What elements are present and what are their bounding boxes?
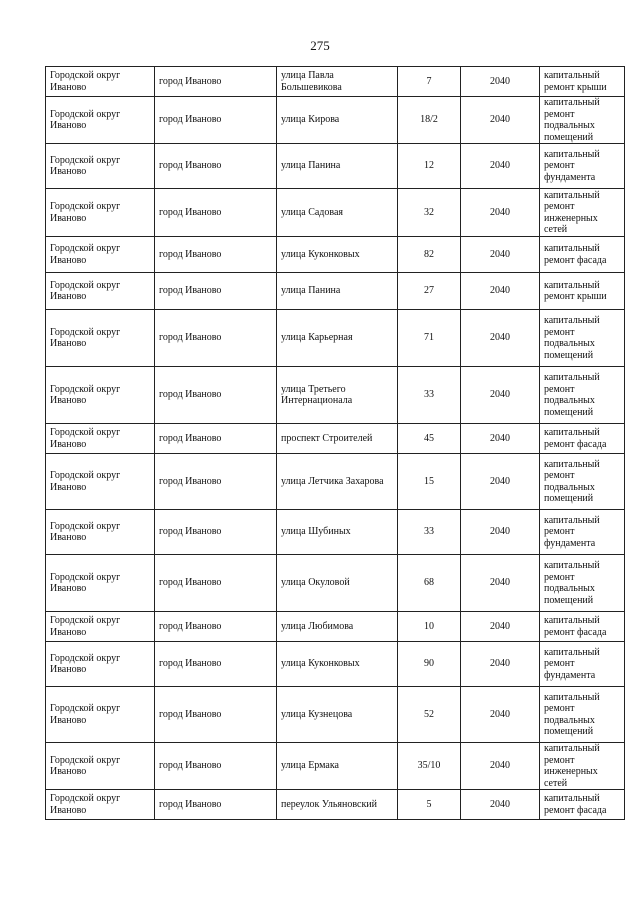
street-cell: улица Панина [277,144,398,189]
table-row [46,367,625,424]
house-number-cell: 18/2 [398,97,461,144]
street-cell: улица Куконковых [277,642,398,687]
municipality-cell: Городской округ Иваново [46,612,155,642]
street-cell: улица Павла Большевикова [277,67,398,97]
year-cell: 2040 [461,790,540,820]
year-cell: 2040 [461,510,540,555]
work-type-cell: капитальный ремонт фундамента [540,642,625,687]
house-number-cell: 10 [398,612,461,642]
street-cell: улица Окуловой [277,555,398,612]
municipality-cell: Городской округ Иваново [46,310,155,367]
municipality-cell: Городской округ Иваново [46,367,155,424]
municipality-cell: Городской округ Иваново [46,189,155,237]
work-type-cell: капитальный ремонт подвальных помещений [540,97,625,144]
house-number-cell: 82 [398,237,461,273]
house-number-cell: 7 [398,67,461,97]
year-cell: 2040 [461,454,540,510]
work-type-cell: капитальный ремонт фасада [540,790,625,820]
municipality-cell: Городской округ Иваново [46,67,155,97]
work-type-cell: капитальный ремонт подвальных помещений [540,310,625,367]
house-number-cell: 45 [398,424,461,454]
year-cell: 2040 [461,310,540,367]
work-type-cell: капитальный ремонт инженерных сетей [540,743,625,790]
house-number-cell: 90 [398,642,461,687]
table-body [46,67,625,820]
settlement-cell: город Иваново [155,454,277,510]
street-cell: переулок Ульяновский [277,790,398,820]
house-number-cell: 68 [398,555,461,612]
year-cell: 2040 [461,743,540,790]
settlement-cell: город Иваново [155,97,277,144]
house-number-cell: 33 [398,367,461,424]
settlement-cell: город Иваново [155,273,277,310]
table-row [46,310,625,367]
street-cell: улица Летчика Захарова [277,454,398,510]
settlement-cell: город Иваново [155,642,277,687]
year-cell: 2040 [461,642,540,687]
municipality-cell: Городской округ Иваново [46,454,155,510]
house-number-cell: 5 [398,790,461,820]
settlement-cell: город Иваново [155,555,277,612]
settlement-cell: город Иваново [155,367,277,424]
house-number-cell: 27 [398,273,461,310]
work-type-cell: капитальный ремонт фундамента [540,144,625,189]
year-cell: 2040 [461,273,540,310]
settlement-cell: город Иваново [155,237,277,273]
year-cell: 2040 [461,144,540,189]
table-row [46,790,625,820]
settlement-cell: город Иваново [155,612,277,642]
settlement-cell: город Иваново [155,189,277,237]
house-number-cell: 32 [398,189,461,237]
street-cell: улица Садовая [277,189,398,237]
house-number-cell: 35/10 [398,743,461,790]
table-row [46,237,625,273]
table-row [46,97,625,144]
year-cell: 2040 [461,687,540,743]
street-cell: улица Куконковых [277,237,398,273]
work-type-cell: капитальный ремонт подвальных помещений [540,454,625,510]
table-row [46,273,625,310]
table-row [46,743,625,790]
year-cell: 2040 [461,97,540,144]
municipality-cell: Городской округ Иваново [46,555,155,612]
settlement-cell: город Иваново [155,790,277,820]
year-cell: 2040 [461,189,540,237]
street-cell: улица Кузнецова [277,687,398,743]
work-type-cell: капитальный ремонт фасада [540,424,625,454]
house-number-cell: 15 [398,454,461,510]
municipality-cell: Городской округ Иваново [46,424,155,454]
house-number-cell: 12 [398,144,461,189]
year-cell: 2040 [461,555,540,612]
repair-registry-table [45,66,625,820]
street-cell: улица Карьерная [277,310,398,367]
year-cell: 2040 [461,424,540,454]
page-number: 275 [310,38,330,53]
house-number-cell: 71 [398,310,461,367]
year-cell: 2040 [461,367,540,424]
street-cell: проспект Строителей [277,424,398,454]
settlement-cell: город Иваново [155,424,277,454]
table-row [46,555,625,612]
street-cell: улица Третьего Интернационала [277,367,398,424]
table-row [46,612,625,642]
work-type-cell: капитальный ремонт крыши [540,67,625,97]
table-row [46,144,625,189]
municipality-cell: Городской округ Иваново [46,642,155,687]
work-type-cell: капитальный ремонт фундамента [540,510,625,555]
work-type-cell: капитальный ремонт подвальных помещений [540,687,625,743]
municipality-cell: Городской округ Иваново [46,273,155,310]
street-cell: улица Любимова [277,612,398,642]
work-type-cell: капитальный ремонт фасада [540,612,625,642]
municipality-cell: Городской округ Иваново [46,237,155,273]
work-type-cell: капитальный ремонт крыши [540,273,625,310]
street-cell: улица Панина [277,273,398,310]
house-number-cell: 33 [398,510,461,555]
year-cell: 2040 [461,237,540,273]
settlement-cell: город Иваново [155,67,277,97]
municipality-cell: Городской округ Иваново [46,790,155,820]
year-cell: 2040 [461,612,540,642]
municipality-cell: Городской округ Иваново [46,144,155,189]
municipality-cell: Городской округ Иваново [46,510,155,555]
work-type-cell: капитальный ремонт подвальных помещений [540,555,625,612]
settlement-cell: город Иваново [155,743,277,790]
settlement-cell: город Иваново [155,510,277,555]
work-type-cell: капитальный ремонт подвальных помещений [540,367,625,424]
street-cell: улица Шубиных [277,510,398,555]
settlement-cell: город Иваново [155,687,277,743]
municipality-cell: Городской округ Иваново [46,743,155,790]
settlement-cell: город Иваново [155,144,277,189]
table-row [46,424,625,454]
work-type-cell: капитальный ремонт фасада [540,237,625,273]
work-type-cell: капитальный ремонт инженерных сетей [540,189,625,237]
street-cell: улица Ермака [277,743,398,790]
year-cell: 2040 [461,67,540,97]
municipality-cell: Городской округ Иваново [46,687,155,743]
table-row [46,687,625,743]
table-row [46,510,625,555]
municipality-cell: Городской округ Иваново [46,97,155,144]
table-row [46,189,625,237]
table-row [46,67,625,97]
street-cell: улица Кирова [277,97,398,144]
table-row [46,454,625,510]
settlement-cell: город Иваново [155,310,277,367]
table-row [46,642,625,687]
house-number-cell: 52 [398,687,461,743]
